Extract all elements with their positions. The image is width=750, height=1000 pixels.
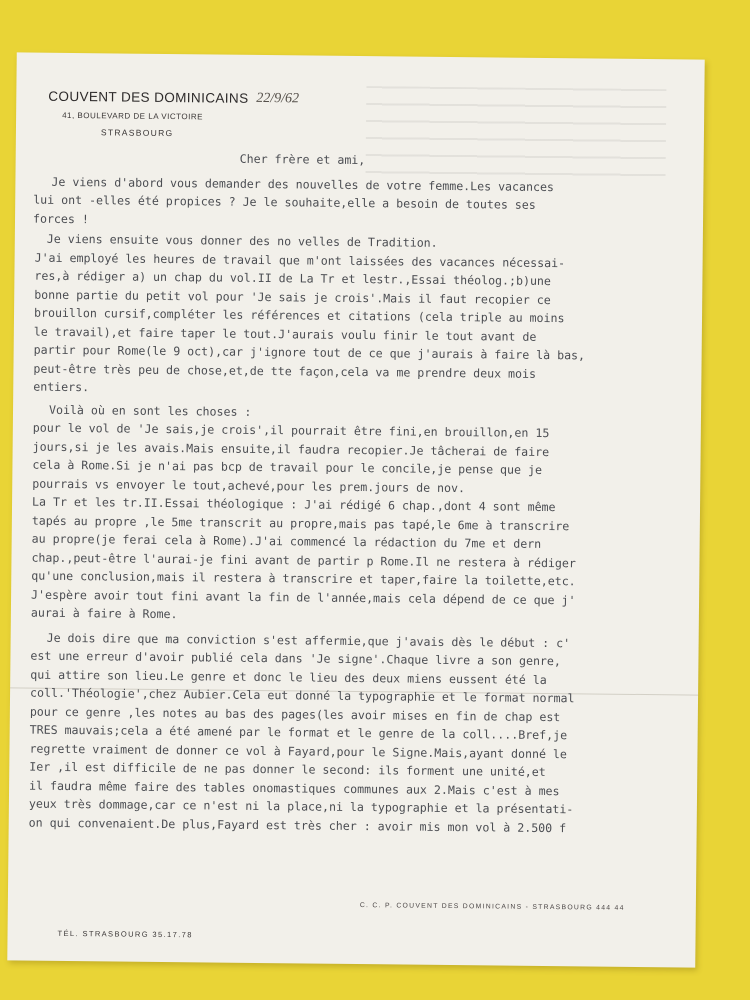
letter-date: 22/9/62 (256, 90, 300, 107)
letter-line: tapés au propre ,le 5me transcrit au propre,mais pas tapé,le 6me à transcrire (31, 513, 570, 533)
letter-line: J'ai employé les heures de travail que m'ont laissées des vacances nécessai- (34, 250, 566, 270)
letterhead-address: 41, BOULEVARD DE LA VICTOIRE (62, 110, 204, 122)
letter-line: regrette vraiment de donner ce vol à Fayard,pour le Signe.Mais,ayant donné le (29, 741, 568, 761)
letter-line: Je viens ensuite vous donner des no velles de Tradition. (46, 231, 438, 250)
letter-line: J'espère avoir tout fini avant la fin de l'année,mais cela dépend de ce que j' (31, 587, 576, 607)
letter-line: jours,si je les avais.Mais ensuite,il faudra recopier.Je tâcherai de faire (32, 439, 550, 459)
letter-line: pourrais vs envoyer le tout,achevé,pour les prem.jours de nov. (32, 476, 466, 495)
letter-line: peut-être très peu de chose,et,de tte façon,cela va me prendre deux mois (33, 361, 537, 381)
letter-line: coll.'Théologie',chez Aubier.Cela eut donné la typographie et le format normal (29, 685, 575, 706)
letter-line: forces ! (32, 211, 89, 226)
letterhead-city: STRASBOURG (100, 127, 174, 139)
letter-body (29, 148, 636, 838)
salutation: Cher frère et ami, (239, 151, 366, 168)
letter-line: lui ont -elles été propices ? Je le souhaite,elle a besoin de toutes ses (33, 192, 536, 212)
letter-line: Je viens d'abord vous demander des nouvelles de votre femme.Les vacances (51, 174, 555, 194)
letter-line: on qui convenaient.De plus,Fayard est très cher : avoir mis mon vol à 2.500 f (28, 815, 567, 835)
letter-line: entiers. (33, 379, 90, 395)
letterhead-name: COUVENT DES DOMINICAINS (48, 88, 249, 106)
letter-line: brouillon cursif,compléter les références et citations (cela triple au moins (33, 305, 565, 326)
letter-line: qui attire son lieu.Le genre et donc le lieu des deux miens eussent été la (30, 667, 547, 687)
letter-line: chap.,peut-être l'aurai-je fini avant de partir p Rome.Il ne restera à rédiger (31, 550, 576, 570)
letter-line: partir pour Rome(le 9 oct),car j'ignore tout de ce que j'aurais à faire là bas, (33, 342, 586, 363)
letter-line: yeux très dommage,car ce n'est ni la place,ni la typographie et la présentati- (28, 796, 574, 817)
letter-line: La Tr et les tr.II.Essai théologique : J'ai rédigé 6 chap.,dont 4 sont même (31, 494, 556, 515)
letter-line: Ier ,il est difficile de ne pas donner le second: ils forment une unité,et (29, 759, 546, 780)
letter-line: le travail),et faire taper le tout.J'aurais voulu finir le tout avant de (33, 324, 537, 344)
letter-line: res,à rédiger a) un chap du vol.II de La Tr et lestr.,Essai théolog.;b)une (34, 268, 552, 289)
letter-sheet (7, 52, 704, 967)
letter-line: Voilà où en sont les choses : (48, 402, 252, 419)
footer-phone: TÉL. STRASBOURG 35.17.78 (57, 928, 193, 940)
footer-ccp: C. C. P. COUVENT DES DOMINICAINS - STRASBOURG 444 44 (359, 902, 625, 912)
letter-line: Je dois dire que ma conviction s'est affermie,que j'avais dès le début : c' (46, 630, 571, 650)
letter-line: aurai à faire à Rome. (30, 605, 178, 622)
letter-line: pour ce genre ,les notes au bas des pages(les avoir mises en fin de chap est (29, 704, 561, 724)
letter-line: au propre(je ferai cela à Rome).J'ai commencé la rédaction du 7me et dern (31, 531, 542, 551)
letter-line: il faudra même faire des tables onomastiques communes aux 2.Mais c'est à mes (29, 778, 560, 798)
letter-line: cela à Rome.Si je n'ai pas bcp de travail pour le concile,je pense que je (32, 457, 543, 477)
letter-line: est une erreur d'avoir publié cela dans 'Je signe'.Chaque livre a son genre, (30, 648, 561, 669)
letter-line: bonne partie du petit vol pour 'Je sais je crois'.Mais il faut recopier ce (34, 287, 551, 307)
letter-line: pour le vol de 'Je sais,je crois',il pourrait être fini,en brouillon,en 15 (32, 420, 550, 441)
letter-line: TRES mauvais;cela a été amené par le format et le genre de la coll....Bref,je (29, 722, 568, 743)
letter-line: qu'une conclusion,mais il restera à transcrire et taper,faire la toilette,etc. (31, 568, 576, 589)
